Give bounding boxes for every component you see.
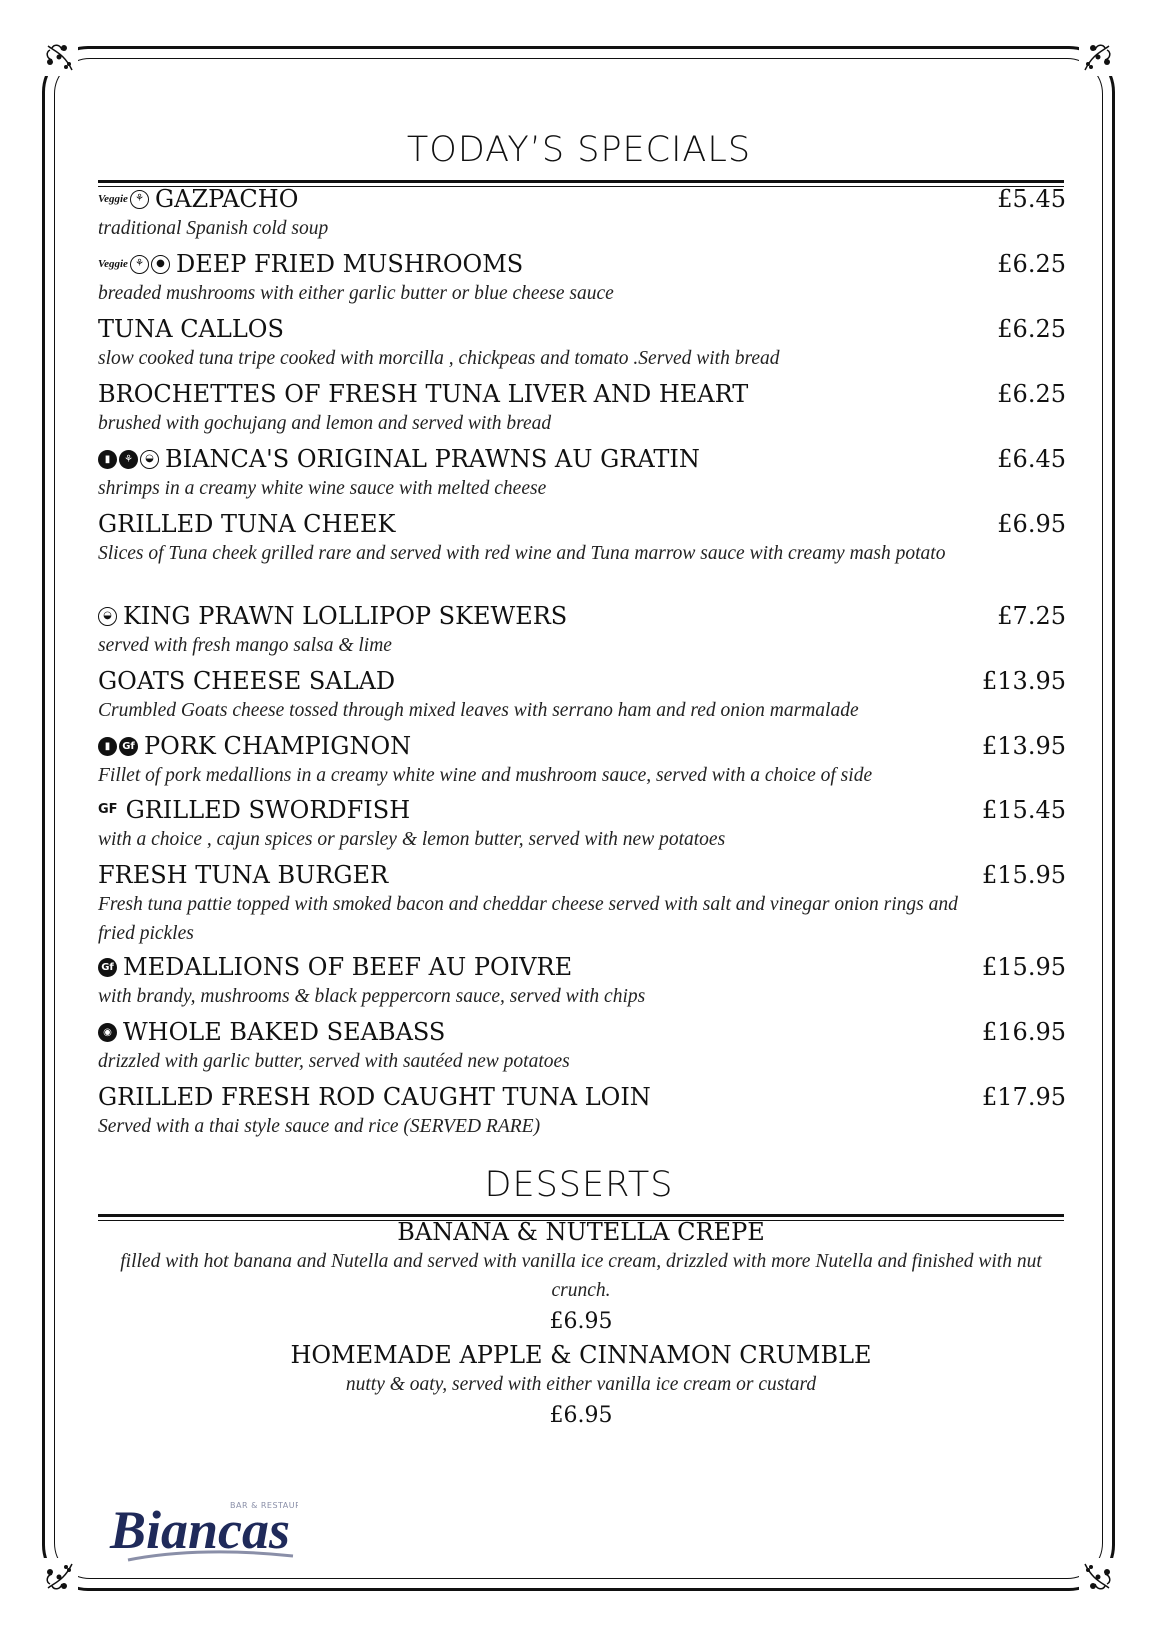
menu-item-description: Served with a thai style sauce and rice (SERVED RARE): [98, 1116, 541, 1137]
gluten-free-text-icon: GF: [98, 802, 118, 817]
menu-item: [98, 666, 1066, 725]
menu-item-name: WHOLE BAKED SEABASS: [123, 1018, 446, 1046]
menu-item-price: £6.95: [997, 510, 1066, 538]
dessert-price: £6.95: [549, 1309, 613, 1334]
menu-item-name: BIANCA'S ORIGINAL PRAWNS AU GRATIN: [165, 445, 700, 473]
menu-item: [98, 1082, 1066, 1141]
gluten-free-icon: Gf: [98, 958, 117, 977]
gluten-free-leaf-icon: ⚘: [130, 255, 149, 274]
menu-item-name: BROCHETTES OF FRESH TUNA LIVER AND HEART: [98, 380, 749, 408]
desserts-title: DESSERTS: [484, 1165, 674, 1205]
floral-corner-ornament-icon: [42, 1558, 78, 1594]
dessert-name: HOMEMADE APPLE & CINNAMON CRUMBLE: [290, 1341, 872, 1369]
menu-item-name-row: [98, 379, 1066, 409]
menu-item: [98, 860, 1066, 948]
logo-wordmark: Biancas: [110, 1500, 291, 1560]
allergen-icons: [98, 795, 122, 825]
allergen-icons: [98, 958, 119, 977]
menu-item-description: brushed with gochujang and lemon and served with bread: [98, 413, 552, 434]
menu-item: [98, 249, 1066, 308]
menu-item-description: Fresh tuna pattie topped with smoked bacon and cheddar cheese served with salt and vinegar onion rings and fried pickles: [98, 894, 958, 944]
biancas-logo: [108, 1490, 298, 1570]
menu-item-name-row: [98, 795, 1066, 825]
menu-item: [98, 184, 1066, 243]
dessert-description: nutty & oaty, served with either vanilla ice cream or custard: [345, 1374, 817, 1395]
specials-title: TODAY’S SPECIALS: [406, 130, 752, 170]
menu-item-name-row: [98, 666, 1066, 696]
crustacean-icon: ◒: [98, 607, 117, 626]
allergen-icons: [98, 184, 151, 214]
menu-item-name: GRILLED TUNA CHEEK: [98, 510, 396, 538]
menu-item-description: drizzled with garlic butter, served with sautéed new potatoes: [98, 1051, 570, 1072]
menu-item: [98, 444, 1066, 503]
menu-item-name-row: [98, 184, 1066, 214]
allergen-icons: [98, 249, 172, 279]
menu-item: [98, 314, 1066, 373]
menu-item: [98, 952, 1066, 1011]
menu-item-price: £6.25: [997, 315, 1066, 343]
menu-item-name: GRILLED FRESH ROD CAUGHT TUNA LOIN: [98, 1083, 651, 1111]
floral-corner-ornament-icon: [1079, 1558, 1115, 1594]
veggie-icon: Veggie: [98, 258, 128, 270]
allergen-icons: [98, 1023, 119, 1042]
menu-item-description: breaded mushrooms with either garlic butter or blue cheese sauce: [98, 283, 614, 304]
menu-item-price: £13.95: [982, 732, 1066, 760]
menu-item-name: KING PRAWN LOLLIPOP SKEWERS: [123, 602, 568, 630]
menu-item: [98, 509, 1066, 568]
menu-item-name-row: [98, 314, 1066, 344]
menu-item-name: DEEP FRIED MUSHROOMS: [175, 250, 524, 278]
fish-icon: ◉: [98, 1023, 117, 1042]
menu-item: [98, 601, 1066, 660]
menu-item: [98, 379, 1066, 438]
logo-tagline: BAR & RESTAU: [230, 1501, 296, 1510]
menu-item-price: £17.95: [982, 1083, 1066, 1111]
menu-item-name-row: [98, 731, 1066, 761]
menu-item-name-row: [98, 509, 1066, 539]
menu-item: [98, 731, 1066, 790]
dessert-price: £6.95: [549, 1403, 613, 1428]
dessert-item: [98, 1340, 1064, 1433]
menu-item-price: £6.45: [997, 445, 1066, 473]
menu-item-price: £6.25: [997, 250, 1066, 278]
menu-item-name: GRILLED SWORDFISH: [125, 796, 411, 824]
menu-item-name: PORK CHAMPIGNON: [144, 732, 412, 760]
menu-item-price: £6.25: [997, 380, 1066, 408]
menu-item-name-row: [98, 1082, 1066, 1112]
menu-item-description: shrimps in a creamy white wine sauce with melted cheese: [98, 478, 547, 499]
menu-item-name-row: [98, 952, 1066, 982]
allergen-icons: [98, 607, 119, 626]
menu-item-description: with brandy, mushrooms & black peppercorn sauce, served with chips: [98, 986, 646, 1007]
menu-item-description: Slices of Tuna cheek grilled rare and served with red wine and Tuna marrow sauce with creamy mash potato: [98, 543, 946, 564]
menu-item-description: Crumbled Goats cheese tossed through mixed leaves with serrano ham and red onion marmalade: [98, 700, 859, 721]
menu-item-description: Fillet of pork medallions in a creamy white wine and mushroom sauce, served with a choice of side: [98, 765, 873, 786]
dessert-description: filled with hot banana and Nutella and served with vanilla ice cream, drizzled with more Nutella and finished with nut crunch.: [120, 1251, 1042, 1301]
dessert-item: [98, 1217, 1064, 1339]
allergen-icons: [98, 450, 161, 469]
gluten-icon: ⚘: [119, 450, 138, 469]
floral-corner-ornament-icon: [1079, 40, 1115, 76]
menu-item-description: traditional Spanish cold soup: [98, 218, 329, 239]
menu-item-name-row: [98, 249, 1066, 279]
menu-item-name-row: [98, 1017, 1066, 1047]
gluten-free-leaf-icon: ⚘: [130, 190, 149, 209]
menu-item-name-row: [98, 860, 1066, 890]
menu-item-price: £15.95: [982, 953, 1066, 981]
menu-item-price: £15.95: [982, 861, 1066, 889]
menu-item-name: FRESH TUNA BURGER: [98, 861, 389, 889]
menu-item-name: TUNA CALLOS: [98, 315, 284, 343]
crustacean-icon: ◒: [140, 450, 159, 469]
menu-item-name: GAZPACHO: [154, 185, 299, 213]
dessert-name: BANANA & NUTELLA CREPE: [397, 1218, 765, 1246]
menu-item-name-row: [98, 444, 1066, 474]
menu-item-name: MEDALLIONS OF BEEF AU POIVRE: [123, 953, 573, 981]
menu-item: [98, 795, 1066, 854]
allergen-icons: [98, 737, 140, 756]
floral-corner-ornament-icon: [42, 40, 78, 76]
menu-item-description: with a choice , cajun spices or parsley & lemon butter, served with new potatoes: [98, 829, 726, 850]
menu-item-name: GOATS CHEESE SALAD: [98, 667, 396, 695]
menu-item-price: £15.45: [982, 796, 1066, 824]
milk-icon: ▮: [98, 737, 117, 756]
veggie-icon: Veggie: [98, 193, 128, 205]
egg-icon: ●: [151, 255, 170, 274]
menu-item-price: £16.95: [982, 1018, 1066, 1046]
menu-item-price: £13.95: [982, 667, 1066, 695]
gluten-free-icon: Gf: [119, 737, 138, 756]
menu-item-description: served with fresh mango salsa & lime: [98, 635, 392, 656]
menu-item-price: £5.45: [997, 185, 1066, 213]
milk-icon: ▮: [98, 450, 117, 469]
menu-item-description: slow cooked tuna tripe cooked with morcilla , chickpeas and tomato .Served with bread: [98, 348, 780, 369]
menu-item-price: £7.25: [997, 602, 1066, 630]
menu-item-name-row: [98, 601, 1066, 631]
menu-item: [98, 1017, 1066, 1076]
